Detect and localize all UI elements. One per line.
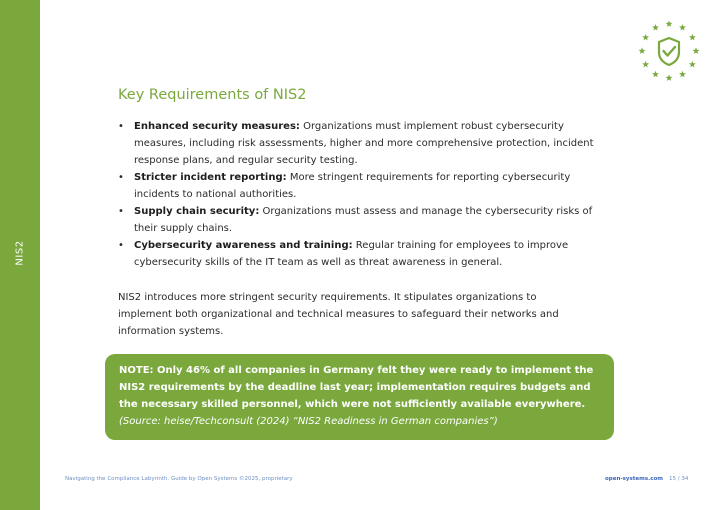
section-title: Key Requirements of NIS2 xyxy=(118,87,307,103)
list-item xyxy=(118,203,598,237)
star-icon xyxy=(679,24,686,31)
requirement-term: Enhanced security measures: xyxy=(134,121,300,132)
requirement-term: Cybersecurity awareness and training: xyxy=(134,240,353,251)
star-icon xyxy=(666,20,673,27)
star-icon xyxy=(642,61,649,68)
star-icon xyxy=(666,74,673,81)
star-icon xyxy=(689,61,696,68)
requirement-text: Organizations must assess and manage the cybersecurity risks of their supply chains. xyxy=(134,206,593,234)
page-number: 15 / 34 xyxy=(669,476,689,482)
star-icon xyxy=(652,71,659,78)
note-text: NOTE: Only 46% of all companies in Germany felt they were ready to implement the NIS2 requirements by the deadline last year; implementation requires budgets and the necessary skilled personnel, which were not sufficiently available everywhere. xyxy=(119,365,594,410)
star-icon xyxy=(679,71,686,78)
footer-website-link[interactable]: open-systems.com xyxy=(605,476,663,482)
star-icon xyxy=(689,34,696,41)
bullet: • xyxy=(118,240,124,251)
eu-shield-check-icon xyxy=(634,18,704,84)
list-item xyxy=(118,237,598,271)
footer-copyright: Navigating the Compliance Labyrinth. Guide by Open Systems ©2025, proprietary xyxy=(65,476,293,482)
intro-paragraph: NIS2 introduces more stringent security requirements. It stipulates organizations to implement both organizational and technical measures to safeguard their networks and information systems. xyxy=(118,292,559,337)
bullet: • xyxy=(118,172,124,183)
requirement-term: Stricter incident reporting: xyxy=(134,172,287,183)
requirement-text: Regular training for employees to improve cybersecurity skills of the IT team as well as threat awareness in general. xyxy=(134,240,569,268)
bullet: • xyxy=(118,206,124,217)
list-item xyxy=(118,169,598,203)
requirements-list xyxy=(118,118,598,271)
requirement-text: Organizations must implement robust cybersecurity measures, including risk assessments, higher and more comprehensive protection, incident response plans, and regular security testing. xyxy=(134,121,594,166)
star-icon xyxy=(693,47,700,54)
list-item xyxy=(118,118,598,169)
sidebar xyxy=(0,0,40,510)
requirement-term: Supply chain security: xyxy=(134,206,260,217)
star-icon xyxy=(652,24,659,31)
bullet: • xyxy=(118,121,124,132)
note-source: (Source: heise/Techconsult (2024) “NIS2 Readiness in German companies”) xyxy=(119,416,498,427)
sidebar-label: NIS2 xyxy=(14,240,26,266)
star-icon xyxy=(642,34,649,41)
note-box xyxy=(105,354,614,440)
star-icon xyxy=(639,47,646,54)
requirement-text: More stringent requirements for reporting cybersecurity incidents to national authorities. xyxy=(134,172,571,200)
